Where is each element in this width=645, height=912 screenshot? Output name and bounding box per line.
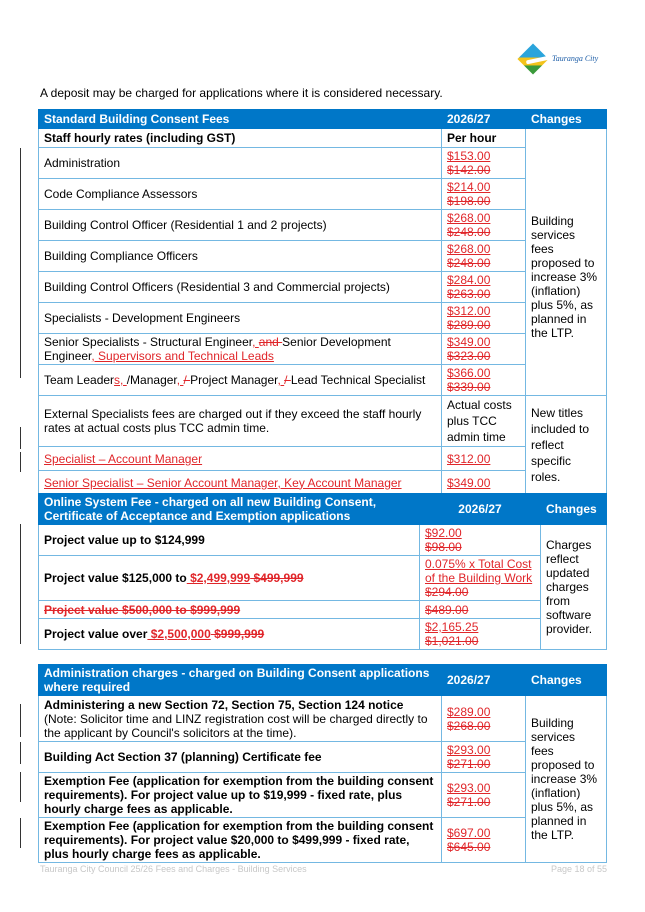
change-bar [20,818,21,848]
row-label: Building Compliance Officers [39,241,442,272]
row-label: Exemption Fee (application for exemption from the building consent requirements). For project value up to $19,999 - fixed rate, plus hourly charge fees as applicable. [39,773,442,818]
old-price: $1,021.00 [425,634,479,648]
change-bar [20,772,21,802]
change-note-increase: Building services fees proposed to increase 3% (inflation) plus 5%, as planned in the LTP. [526,129,607,396]
row-price [442,210,526,241]
row-price [420,556,541,601]
change-bar [20,704,21,737]
row-price [442,241,526,272]
old-price: $142.00 [447,163,491,177]
text: Project Manager [190,373,278,387]
table-row [39,773,607,818]
table-row [39,818,607,863]
row-label: Specialists - Development Engineers [39,303,442,334]
row-price [442,272,526,303]
deleted-text: $499,999 [250,571,304,585]
old-price: $271.00 [447,795,491,809]
table-row [39,525,607,556]
row-label: Project value up to $124,999 [39,525,420,556]
new-price: $153.00 [447,149,491,163]
new-price: $92.00 [425,526,462,540]
text: /Manager [126,373,177,387]
change-note-software: Charges reflect updated charges from software provider. [541,525,607,650]
row-label [39,556,420,601]
deleted-text: / [284,373,291,387]
table-header-changes: Changes [541,494,607,525]
row-price [420,525,541,556]
logo-name: Tauranga City [552,54,599,63]
old-price: $248.00 [447,225,491,239]
table-header-title: Online System Fee - charged on all new Building Consent, Certificate of Acceptance and Exemption applications [39,494,420,525]
old-price: $645.00 [447,840,491,854]
row-title: Administering a new Section 72, Section 75, Section 124 notice [44,697,404,712]
table-row-deleted [39,601,607,619]
old-price: $98.00 [425,540,462,554]
row-label: Exemption Fee (application for exemption from the building consent requirements). For project value $20,000 to $499,999 - fixed rate, plus hourly charge fees as applicable. [39,818,442,863]
administration-charges-table [38,664,607,863]
table-header-year: 2026/27 [442,665,526,696]
text: Lead Technical Specialist [290,373,426,387]
change-bar [20,427,21,449]
row-price [420,619,541,650]
new-price: $289.00 [447,704,491,719]
new-price: $697.00 [447,826,491,840]
change-bar [20,524,21,644]
row-label: Building Control Officer (Residential 1 and 2 projects) [39,210,442,241]
row-label: Senior Specialist – Senior Account Manager, Key Account Manager [39,471,442,495]
row-note: (Note: Solicitor time and LINZ registration cost will be charged directly to the applicant by Council's solicitors at the time). [44,711,428,740]
old-price: $294.00 [425,585,469,599]
table-row [39,272,607,303]
row-label [39,365,442,396]
new-price: $284.00 [447,273,491,287]
inserted-text: , [176,373,184,387]
row-label: Code Compliance Assessors [39,179,442,210]
row-label: Building Act Section 37 (planning) Certificate fee [39,742,442,773]
new-price: $293.00 [447,781,491,795]
row-label [39,334,442,365]
table-row [39,696,607,742]
deleted-text: $999,999 [210,627,265,641]
old-price: $268.00 [447,718,491,733]
row-value: Actual costs plus TCC admin time [442,396,526,447]
tauranga-city-logo [520,46,620,76]
row-label: Building Control Officers (Residential 3 and Commercial projects) [39,272,442,303]
row-price [442,742,526,773]
row-price: $312.00 [442,447,526,471]
change-note-increase: Building services fees proposed to increase 3% (inflation) plus 5%, as planned in the LTP. [526,696,607,863]
row-price [442,148,526,179]
table-row-new [39,471,607,495]
row-label: External Specialists fees are charged out if they exceed the staff hourly rates at actual costs plus TCC admin time. [39,396,442,447]
table-header-year: 2026/27 [442,110,526,129]
old-price: $271.00 [447,757,491,771]
new-price: $312.00 [447,304,491,318]
standard-building-consent-fees-table [38,109,607,495]
row-label [39,696,442,742]
row-price [442,179,526,210]
table-header-year: 2026/27 [420,494,541,525]
change-note-titles: New titles included to reflect specific roles. [526,396,607,495]
row-price [442,365,526,396]
text: Senior Development Engineer [44,335,391,363]
table-row-new [39,447,607,471]
table-row [39,303,607,334]
table-header-title: Standard Building Consent Fees [39,110,442,129]
table-row-team-leaders [39,365,607,396]
footer-page-number: Page 18 of 55 [550,864,607,874]
inserted-text: , [277,373,285,387]
subheader-label: Staff hourly rates (including GST) [39,129,442,148]
new-price: $366.00 [447,366,491,380]
subheader-unit: Per hour [442,129,526,148]
row-price [442,303,526,334]
row-price [442,334,526,365]
row-price [442,773,526,818]
online-system-fee-table [38,493,607,650]
old-price: $339.00 [447,380,491,394]
old-price: $198.00 [447,194,491,208]
footer-left: Tauranga City Council 25/26 Fees and Charges - Building Services [40,864,307,874]
table-row [39,742,607,773]
old-price: $248.00 [447,256,491,270]
new-price: 0.075% x Total Cost of the Building Work [425,557,533,585]
change-bar [20,148,21,378]
text: Senior Specialists - Structural Engineer [44,335,253,349]
row-label: Administration [39,148,442,179]
inserted-text: , Supervisors and Technical Leads [91,349,274,363]
new-price: $214.00 [447,180,491,194]
table-row [39,179,607,210]
row-label: Project value $500,000 to $999,999 [39,601,420,619]
new-price: $349.00 [447,335,491,349]
table-row [39,556,607,601]
new-price: $293.00 [447,743,491,757]
inserted-text: $2,499,999 [186,571,251,585]
table-header-changes: Changes [526,665,607,696]
deleted-text: / [183,373,191,387]
table-row-external [39,396,607,447]
change-bar [20,452,21,472]
intro-text: A deposit may be charged for applications where it is considered necessary. [40,86,443,100]
row-label: Specialist – Account Manager [39,447,442,471]
old-price: $289.00 [447,318,491,332]
table-header-title: Administration charges - charged on Building Consent applications where required [39,665,442,696]
table-row [39,148,607,179]
old-price: $323.00 [447,349,491,363]
table-row [39,241,607,272]
row-label [39,619,420,650]
old-price: $263.00 [447,287,491,301]
table-row-senior-specialists [39,334,607,365]
row-price [442,696,526,742]
text: Team Leader [44,373,115,387]
old-price: $489.00 [420,601,541,619]
table-row [39,210,607,241]
inserted-text: s, [114,373,127,387]
text: Project value over [44,627,148,641]
row-price [442,818,526,863]
row-price: $349.00 [442,471,526,495]
change-bar [20,742,21,764]
new-price: $268.00 [447,211,491,225]
inserted-text: $2,500,000 [147,627,211,641]
table-header-changes: Changes [526,110,607,129]
new-price: $2,165.25 [425,620,479,634]
new-price: $268.00 [447,242,491,256]
table-row [39,619,607,650]
deleted-text: and [258,335,283,349]
text: Project value $125,000 to [44,571,187,585]
inserted-text: , [252,335,259,349]
